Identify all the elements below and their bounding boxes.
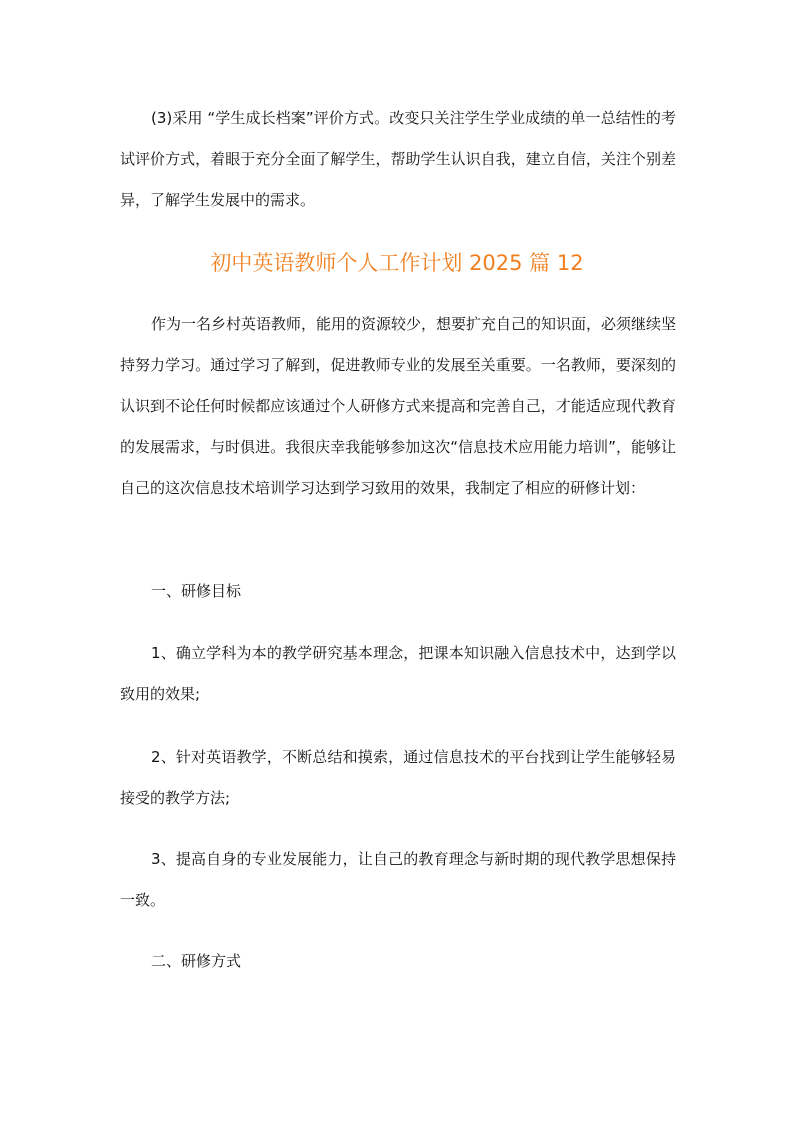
section-title: 初中英语教师个人工作计划 2025 篇 12 — [210, 251, 584, 275]
section-heading-goals: 一、研修目标 — [151, 582, 242, 600]
section-heading-methods: 二、研修方式 — [151, 952, 242, 970]
list-item: 1、确立学科为本的教学研究基本理念，把课本知识融入信息技术中，达到学以致用的效果; — [120, 644, 676, 703]
body-paragraph: 作为一名乡村英语教师，能用的资源较少，想要扩充自己的知识面，必须继续坚持努力学习。通过学习了解到，促进教师专业的发展至关重要。一名教师，要深刻的认识到不论任何时候都应该通过个人研修方式来提高和完善自己，才能适应现代教育的发展需求，与时俱进。我很庆幸我能够参加这次“信息技术应用能力培训”，能够让自己的这次信息技术培训学习达到学习致用的效果，我制定了相应的研修计划： — [120, 315, 677, 497]
intro-paragraph: (3)采用 “学生成长档案”评价方式。改变只关注学生学业成绩的单一总结性的考试评价方式，着眼于充分全面了解学生，帮助学生认识自我，建立自信，关注个别差异，了解学生发展中的需求。 — [120, 109, 676, 209]
list-item: 3、提高自身的专业发展能力，让自己的教育理念与新时期的现代教学思想保持一致。 — [120, 850, 676, 909]
list-item: 2、针对英语教学，不断总结和摸索，通过信息技术的平台找到让学生能够轻易接受的教学方法; — [120, 748, 676, 807]
